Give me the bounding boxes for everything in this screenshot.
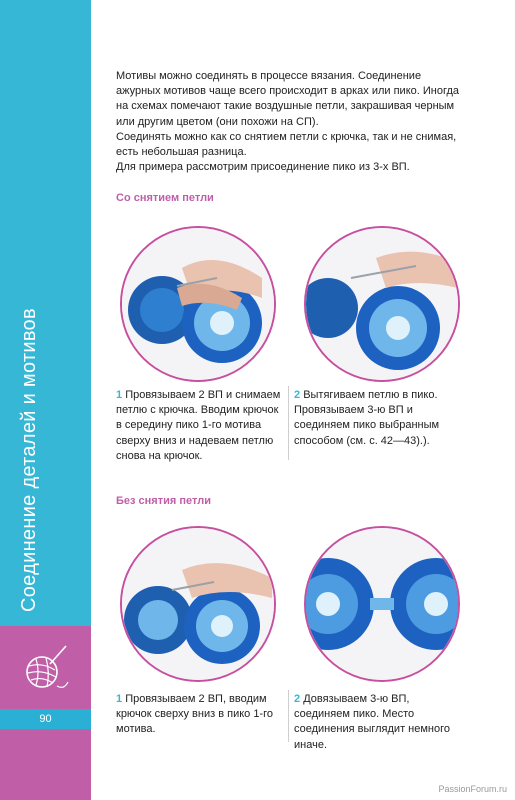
intro-paragraph-2: Соединять можно как со снятием петли с крючка, так и не снимая, есть небольшая разница. xyxy=(116,130,457,159)
step-text: Довязываем 3-ю ВП, соединяем пико. Место соединения выглядит немного иначе. xyxy=(294,693,450,751)
photo-step1-with-removal xyxy=(120,226,276,382)
caption-step1-without-removal xyxy=(116,692,284,738)
page-number-band xyxy=(0,709,91,729)
step-text: Вытягиваем петлю в пико. Провязываем 3-ю ВП и соединяем пико выбранным способом (см. с. 42—43).). xyxy=(294,389,440,447)
chapter-title: Соединение деталей и мотивов xyxy=(18,308,40,612)
step-number: 2 xyxy=(294,693,301,705)
caption-step2-without-removal xyxy=(294,692,462,753)
caption-divider xyxy=(288,690,289,742)
sidebar xyxy=(0,0,91,626)
step-number: 1 xyxy=(116,693,123,705)
photo-step1-without-removal xyxy=(120,526,276,682)
step-text: Провязываем 2 ВП, вводим крючок сверху вниз в пико 1-го мотива. xyxy=(116,693,273,736)
page-number: 90 xyxy=(39,713,52,725)
watermark: PassionForum.ru xyxy=(438,784,507,794)
caption-divider xyxy=(288,386,289,460)
step-number: 2 xyxy=(294,389,301,401)
step-number: 1 xyxy=(116,389,123,401)
intro-paragraph-1: Мотивы можно соединять в процессе вязания. Соединение ажурных мотивов чаще всего происходит в арках или пико. Иногда на схемах помечают такие воздушные петли, закрашивая черным или другим цветом (они похожи на СП). xyxy=(116,70,460,128)
sidebar-footer xyxy=(0,626,91,800)
section-heading-without-removal: Без снятия петли xyxy=(116,495,211,507)
intro-paragraph-3: Для примера рассмотрим присоединение пико из 3-х ВП. xyxy=(116,161,410,174)
caption-step1-with-removal xyxy=(116,388,284,464)
yarn-ball-icon xyxy=(22,642,70,694)
step-text: Провязываем 2 ВП и снимаем петлю с крючка. Вводим крючок в середину пико 1-го мотива сверху вниз и надеваем петлю снова на крючок. xyxy=(116,389,281,462)
photo-step2-with-removal xyxy=(304,226,460,382)
photo-step2-without-removal xyxy=(304,526,460,682)
intro-text xyxy=(116,69,468,175)
caption-step2-with-removal xyxy=(294,388,462,449)
section-heading-with-removal: Со снятием петли xyxy=(116,192,214,204)
